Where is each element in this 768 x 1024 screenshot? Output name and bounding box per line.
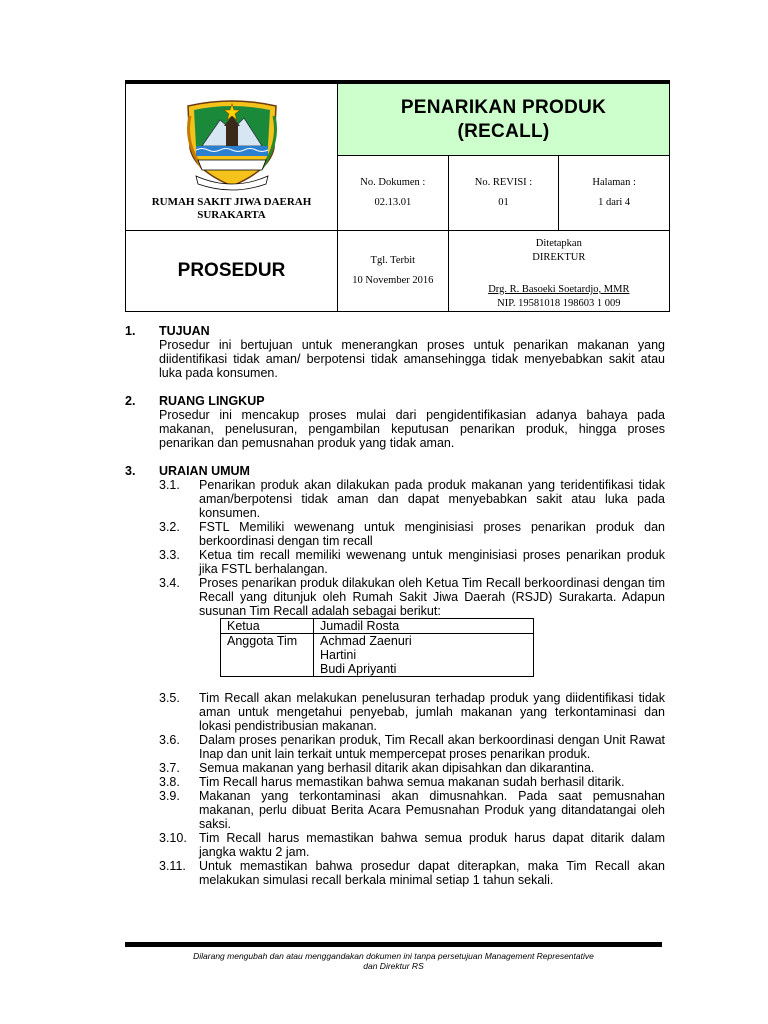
list-item — [159, 576, 665, 618]
item-text: Untuk memastikan bahwa prosedur dapat diterapkan, maka Tim Recall akan melakukan simulasi recall berkala minimal setiap 1 tahun sekali. — [199, 859, 665, 887]
approved-role: DIREKTUR — [532, 252, 586, 263]
approved-label: Ditetapkan — [535, 238, 582, 249]
item-text: Ketua tim recall memiliki wewenang untuk menginisiasi proses penarikan produk jika FSTL berhalangan. — [199, 548, 665, 576]
team-name-cell: Jumadil Rosta — [314, 619, 534, 634]
team-role-cell: Anggota Tim — [221, 634, 314, 677]
team-member: Hartini — [320, 648, 357, 662]
list-item — [159, 859, 665, 887]
item-text: FSTL Memiliki wewenang untuk menginisiasi proses penarikan produk dan berkoordinasi dengan tim recall — [199, 520, 665, 548]
list-item — [159, 789, 665, 831]
team-members-cell — [314, 634, 534, 677]
item-number: 3.8. — [159, 775, 180, 789]
hospital-name: RUMAH SAKIT JIWA DAERAH SURAKARTA — [151, 196, 312, 221]
doc-number-cell — [338, 156, 449, 231]
doc-number-value: 02.13.01 — [374, 197, 412, 208]
revision-label: No. REVISI : — [474, 177, 533, 188]
section-scope — [125, 394, 665, 450]
table-row — [221, 634, 534, 677]
document-title-line1: PENARIKAN PRODUK — [400, 96, 607, 118]
item-number: 3.7. — [159, 761, 180, 775]
item-text: Proses penarikan produk dilakukan oleh Ketua Tim Recall berkoordinasi dengan tim Recall yang ditunjuk oleh Rumah Sakit Jiwa Daerah (RSJD) Surakarta. Adapun susunan Tim Recall adalah sebagai berikut: — [199, 576, 665, 618]
item-text: Semua makanan yang berhasil ditarik akan dipisahkan dan dikarantina. — [199, 761, 595, 775]
section-title: URAIAN UMUM — [159, 464, 250, 478]
list-item — [159, 520, 665, 548]
document-title-line2: (RECALL) — [457, 120, 550, 142]
team-member: Budi Apriyanti — [320, 662, 397, 676]
section-text: Prosedur ini bertujuan untuk menerangkan proses untuk penarikan makanan yang diidentifikasi tidak aman/ berpotensi tidak amansehingga tidak menyebabkan sakit atau luka pada konsumen. — [159, 338, 665, 380]
list-item — [159, 775, 665, 789]
item-number: 3.5. — [159, 691, 180, 705]
footer-notice — [125, 951, 662, 971]
table-row — [221, 619, 534, 634]
page-value: 1 dari 4 — [598, 197, 631, 208]
section-number: 1. — [125, 324, 136, 338]
item-number: 3.6. — [159, 733, 180, 747]
list-item — [159, 691, 665, 733]
page-cell — [559, 156, 670, 231]
section-purpose — [125, 324, 665, 380]
signer-nip: NIP. 19581018 198603 1 009 — [497, 298, 621, 309]
section-text: Prosedur ini mencakup proses mulai dari pengidentifikasian adanya bahaya pada makanan, penelusuran, pengambilan keputusan penarikan produk, hingga proses penarikan dan pemusnahan produk yang tidak aman. — [159, 408, 665, 450]
doc-number-label: No. Dokumen : — [360, 177, 426, 188]
footer-rule — [125, 942, 662, 947]
footer-line1: Dilarang mengubah dan atau menggandakan dokumen ini tanpa persetujuan Management Representative — [193, 951, 594, 961]
item-number: 3.2. — [159, 520, 180, 534]
logo-cell — [126, 84, 338, 231]
item-text: Dalam proses penarikan produk, Tim Recall akan berkoordinasi dengan Unit Rawat Inap dan unit lain terkait untuk mempercepat proses penarikan produk. — [199, 733, 665, 761]
page-label: Halaman : — [592, 177, 636, 188]
revision-value: 01 — [498, 197, 509, 208]
item-number: 3.10. — [159, 831, 187, 845]
doc-type: PROSEDUR — [177, 260, 286, 281]
issued-label: Tgl. Terbit — [370, 255, 416, 266]
list-item — [159, 733, 665, 761]
title-cell — [338, 84, 670, 156]
item-text: Tim Recall akan melakukan penelusuran terhadap produk yang diidentifikasi tidak aman untuk mengetahui penyebab, jumlah makanan yang terkontaminasi dan lokasi pendistribusian makanan. — [199, 691, 665, 733]
section-title: TUJUAN — [159, 324, 210, 338]
document-body — [125, 324, 665, 901]
item-text: Penarikan produk akan dilakukan pada produk makanan yang teridentifikasi tidak aman/berpotensi tidak aman dan dapat menyebabkan sakit atau luka pada konsumen. — [199, 478, 665, 520]
approval-cell — [448, 231, 669, 312]
team-role-cell: Ketua — [221, 619, 314, 634]
team-member: Achmad Zaenuri — [320, 634, 412, 648]
issued-cell — [338, 231, 449, 312]
section-general-description — [125, 464, 665, 887]
document-header — [125, 80, 670, 310]
item-text: Makanan yang terkontaminasi akan dimusnahkan. Pada saat pemusnahan makanan, perlu dibuat Berita Acara Pemusnahan Produk yang ditandatangai oleh saksi. — [199, 789, 665, 831]
item-number: 3.9. — [159, 789, 180, 803]
list-item — [159, 761, 665, 775]
item-number: 3.4. — [159, 576, 180, 590]
section-number: 3. — [125, 464, 136, 478]
item-text: Tim Recall harus memastikan bahwa semua makanan sudah berhasil ditarik. — [199, 775, 625, 789]
section-number: 2. — [125, 394, 136, 408]
list-item — [159, 831, 665, 859]
item-number: 3.1. — [159, 478, 180, 492]
item-text: Tim Recall harus memastikan bahwa semua produk harus dapat ditarik dalam jangka waktu 2 jam. — [199, 831, 665, 859]
signer-name: Drg. R. Basoeki Soetardjo, MMR — [488, 284, 630, 295]
list-item — [159, 548, 665, 576]
recall-team-table — [220, 618, 534, 677]
doc-type-cell — [126, 231, 338, 312]
revision-cell — [448, 156, 559, 231]
list-item — [159, 478, 665, 520]
section-title: RUANG LINGKUP — [159, 394, 265, 408]
item-number: 3.11. — [159, 859, 186, 873]
item-number: 3.3. — [159, 548, 180, 562]
footer-line2: dan Direktur RS — [363, 961, 424, 971]
issued-value: 10 November 2016 — [352, 275, 434, 286]
province-emblem-icon — [180, 96, 284, 192]
header-table — [125, 83, 670, 312]
